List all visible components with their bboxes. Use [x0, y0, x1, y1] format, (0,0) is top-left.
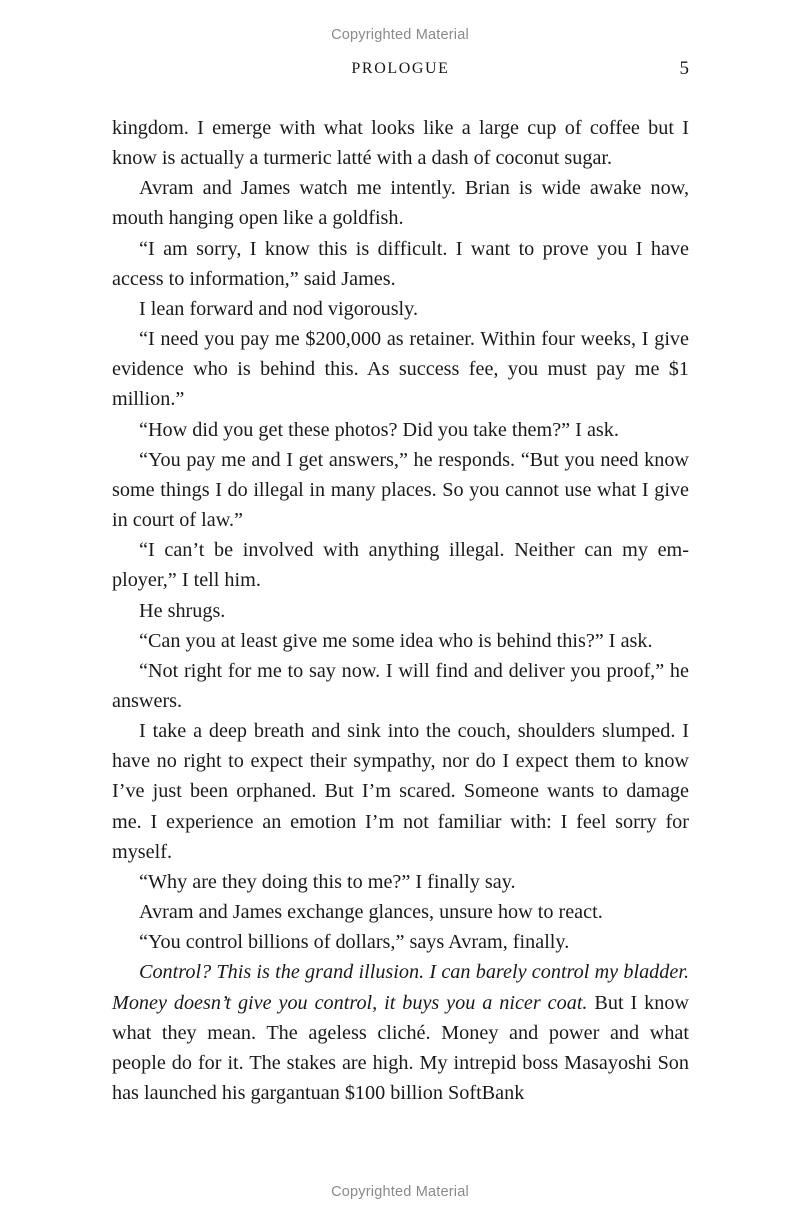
paragraph: “You control billions of dollars,” says Avram, finally. — [139, 931, 570, 954]
paragraph: Avram and James watch me intently. Brian is wide awake now, mouth hanging open like a goldfish. — [112, 177, 689, 230]
paragraph-final — [112, 957, 689, 1108]
italic-thought: Control? This is the grand illusion. I can barely control my bladder. Money doesn’t give you control, it buys you a nicer coat. — [112, 961, 689, 1014]
paragraph-continuation: But I know what they mean. The ageless cliché. Money and power and what people do for it. The stakes are high. My intrepid boss Masayoshi Son has launched his gargantuan $100 billion SoftBank — [112, 991, 690, 1104]
paragraph: “How did you get these photos? Did you take them?” I ask. — [139, 418, 619, 441]
paragraph: I lean forward and nod vigorously. — [139, 297, 418, 320]
copyright-watermark-bottom: Copyrighted Material — [331, 1184, 469, 1200]
paragraph: “I need you pay me $200,000 as retainer. Within four weeks, I give evidence who is behind this. As success fee, you must pay me $1 million.” — [112, 328, 689, 411]
paragraph: “Why are they doing this to me?” I finally say. — [139, 870, 516, 893]
running-header — [112, 60, 689, 84]
chapter-title: PROLOGUE — [351, 60, 450, 77]
paragraph: kingdom. I emerge with what looks like a large cup of coffee but I know is actually a turmeric latté with a dash of coconut sugar. — [112, 117, 689, 170]
paragraph: “I am sorry, I know this is difficult. I want to prove you I have access to information,” said James. — [112, 237, 689, 290]
page-number: 5 — [679, 58, 689, 79]
body-text — [112, 113, 689, 1108]
paragraph: Avram and James exchange glances, unsure how to react. — [139, 901, 603, 924]
paragraph: He shrugs. — [139, 599, 226, 622]
paragraph: “You pay me and I get answers,” he responds. “But you need know some things I do illegal in many places. So you cannot use what I give in court of law.” — [112, 448, 689, 532]
copyright-watermark-top: Copyrighted Material — [331, 27, 469, 43]
paragraph: I take a deep breath and sink into the couch, shoulders slumped. I have no right to expect their sympathy, nor do I expect them to know I’ve just been orphaned. But I’m scared. Someone wants to damage me. I experience an emotion I’m not familiar with: I feel sorry for myself. — [112, 720, 689, 863]
paragraph: “Can you at least give me some idea who is behind this?” I ask. — [139, 629, 653, 652]
paragraph: “Not right for me to say now. I will find and deliver you proof,” he answers. — [112, 659, 689, 712]
paragraph: “I can’t be involved with anything illegal. Neither can my employer,” I tell him. — [112, 539, 689, 592]
